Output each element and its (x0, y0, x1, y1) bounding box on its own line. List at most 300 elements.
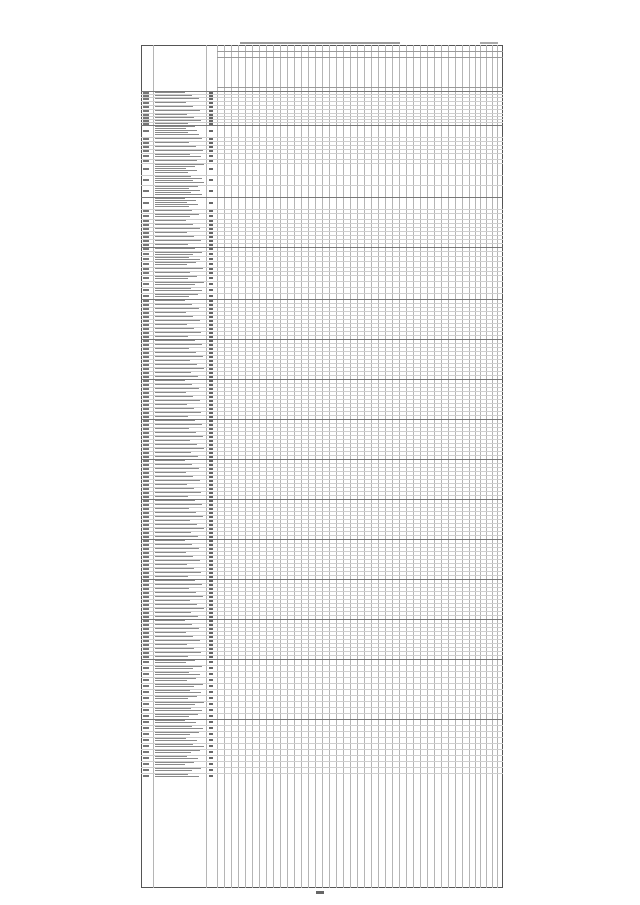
row-rule (141, 247, 503, 248)
row-mark (209, 661, 213, 663)
row-mark (209, 432, 213, 434)
row-code-mark (143, 536, 149, 538)
row-code-mark (143, 215, 149, 217)
row-name-mark (155, 440, 190, 441)
row-name-mark (155, 666, 202, 667)
row-rule (141, 599, 503, 600)
row-mark (209, 263, 213, 265)
row-name-mark (155, 584, 202, 585)
row-name-mark (155, 224, 193, 225)
row-name-mark (155, 648, 194, 649)
row-code-mark (143, 408, 149, 410)
row-name-mark (155, 656, 188, 657)
row-mark (209, 348, 213, 350)
row-code-mark (143, 444, 149, 446)
row-mark (209, 751, 213, 753)
row-name-mark (155, 484, 187, 485)
row-code-mark (143, 488, 149, 490)
row-name-mark (155, 432, 196, 433)
row-mark (209, 179, 213, 181)
row-name-mark (155, 259, 200, 260)
row-name-mark (155, 332, 201, 333)
row-name-mark (155, 352, 196, 353)
row-name-mark (155, 588, 189, 589)
row-name-mark (155, 476, 193, 477)
row-mark (209, 580, 213, 582)
row-rule (141, 719, 503, 720)
row-mark (209, 673, 213, 675)
row-mark (209, 552, 213, 554)
row-rule (141, 519, 503, 520)
row-mark (209, 644, 213, 646)
row-name-mark (155, 348, 189, 349)
row-code-mark (143, 512, 149, 514)
row-code-mark (143, 484, 149, 486)
row-mark (209, 715, 213, 717)
row-name-mark (155, 102, 186, 103)
row-mark (209, 138, 213, 140)
row-rule (141, 311, 503, 312)
row-rule (141, 579, 503, 580)
row-code-mark (143, 560, 149, 562)
row-name-mark (155, 640, 200, 641)
row-code-mark (143, 679, 149, 681)
header-band-top (217, 51, 503, 52)
row-mark (209, 733, 213, 735)
row-name-mark (155, 460, 185, 461)
row-code-mark (143, 268, 149, 270)
row-code-mark (143, 552, 149, 554)
row-code-mark (143, 456, 149, 458)
row-mark (209, 142, 213, 144)
row-rule (141, 379, 503, 380)
row-code-mark (143, 396, 149, 398)
row-code-mark (143, 576, 149, 578)
row-name-mark (155, 186, 198, 187)
row-name-mark (155, 492, 201, 493)
row-code-mark (143, 476, 149, 478)
row-mark (209, 384, 213, 386)
row-code-mark (143, 632, 149, 634)
row-code-mark (143, 572, 149, 574)
row-name-mark (155, 290, 202, 291)
header-band (217, 57, 503, 58)
row-mark (209, 504, 213, 506)
row-rule (141, 209, 503, 210)
row-rule (141, 231, 503, 232)
row-name-mark (155, 756, 187, 757)
row-mark (209, 560, 213, 562)
row-name-mark (155, 596, 203, 597)
row-name-mark (155, 652, 201, 653)
row-name-mark (155, 117, 194, 118)
row-rule (141, 335, 503, 336)
row-mark (209, 528, 213, 530)
row-code-mark (143, 500, 149, 502)
row-code-mark (143, 568, 149, 570)
row-code-mark (143, 763, 149, 765)
row-name-mark (155, 662, 186, 663)
row-name-mark (155, 98, 199, 99)
row-code-mark (143, 304, 149, 306)
row-code-mark (143, 616, 149, 618)
row-mark (209, 120, 213, 122)
row-name-mark (155, 316, 193, 317)
row-rule (141, 323, 503, 324)
row-code-mark (143, 448, 149, 450)
row-name-mark (155, 166, 195, 167)
row-mark (209, 512, 213, 514)
row-name-mark (155, 368, 204, 369)
row-mark (209, 336, 213, 338)
row-name-mark (155, 182, 204, 183)
row-rule (141, 555, 503, 556)
row-name-mark (155, 740, 197, 741)
row-rule (141, 235, 503, 236)
row-name-mark (155, 132, 188, 133)
header-rule (240, 42, 400, 44)
row-rule (141, 655, 503, 656)
row-mark (209, 312, 213, 314)
row-code-mark (143, 224, 149, 226)
row-code-mark (143, 592, 149, 594)
row-code-mark (143, 520, 149, 522)
row-mark (209, 360, 213, 362)
row-name-mark (155, 708, 191, 709)
row-mark (209, 388, 213, 390)
row-name-mark (155, 696, 197, 697)
row-name-mark (155, 130, 197, 131)
row-name-mark (155, 110, 200, 111)
row-name-mark (155, 744, 193, 745)
row-mark (209, 215, 213, 217)
row-mark (209, 114, 213, 116)
row-code-mark (143, 344, 149, 346)
row-mark (209, 380, 213, 382)
row-code-mark (143, 348, 149, 350)
row-mark (209, 592, 213, 594)
row-mark (209, 624, 213, 626)
row-code-mark (143, 584, 149, 586)
row-code-mark (143, 588, 149, 590)
row-code-mark (143, 364, 149, 366)
row-mark (209, 190, 213, 192)
row-name-mark (155, 548, 199, 549)
row-rule (141, 761, 503, 762)
row-code-mark (143, 95, 149, 97)
row-code-mark (143, 240, 149, 242)
row-code-mark (143, 138, 149, 140)
row-name-mark (155, 176, 191, 177)
row-name-mark (155, 95, 192, 96)
row-name-mark (155, 210, 192, 211)
row-name-mark (155, 324, 187, 325)
row-name-mark (155, 702, 204, 703)
row-mark (209, 697, 213, 699)
row-rule (141, 671, 503, 672)
row-name-mark (155, 620, 185, 621)
row-rule (141, 153, 503, 154)
row-rule (141, 483, 503, 484)
row-name-mark (155, 624, 192, 625)
row-mark (209, 480, 213, 482)
row-rule (141, 689, 503, 690)
row-code-mark (143, 697, 149, 699)
row-mark (209, 576, 213, 578)
row-code-mark (143, 691, 149, 693)
row-rule (141, 487, 503, 488)
row-name-mark (155, 686, 194, 687)
row-code-mark (143, 376, 149, 378)
row-name-mark (155, 732, 199, 733)
row-code-mark (143, 428, 149, 430)
row-mark (209, 488, 213, 490)
row-name-mark (155, 616, 198, 617)
row-mark (209, 420, 213, 422)
row-name-mark (155, 698, 188, 699)
row-mark (209, 620, 213, 622)
row-mark (209, 308, 213, 310)
row-mark (209, 460, 213, 462)
row-code-mark (143, 436, 149, 438)
row-name-mark (155, 190, 200, 191)
row-mark (209, 340, 213, 342)
row-mark (209, 332, 213, 334)
row-mark (209, 604, 213, 606)
row-mark (209, 568, 213, 570)
row-code-mark (143, 604, 149, 606)
row-name-mark (155, 564, 187, 565)
row-rule (141, 327, 503, 328)
row-code-mark (143, 544, 149, 546)
row-mark (209, 130, 213, 132)
row-name-mark (155, 156, 201, 157)
row-rule (141, 256, 503, 257)
row-name-mark (155, 312, 186, 313)
row-code-mark (143, 628, 149, 630)
row-name-mark (155, 746, 204, 747)
row-mark (209, 228, 213, 230)
row-name-mark (155, 710, 202, 711)
row-name-mark (155, 392, 186, 393)
row-code-mark (143, 295, 149, 297)
row-code-mark (143, 416, 149, 418)
row-code-mark (143, 102, 149, 104)
row-mark (209, 258, 213, 260)
row-code-mark (143, 733, 149, 735)
row-code-mark (143, 548, 149, 550)
row-name-mark (155, 146, 196, 147)
row-mark (209, 596, 213, 598)
row-code-mark (143, 432, 149, 434)
row-mark (209, 412, 213, 414)
row-name-mark (155, 720, 185, 721)
row-mark (209, 328, 213, 330)
row-mark (209, 588, 213, 590)
row-code-mark (143, 340, 149, 342)
row-name-mark (155, 154, 190, 155)
row-mark (209, 524, 213, 526)
row-code-mark (143, 114, 149, 116)
row-mark (209, 436, 213, 438)
row-rule (141, 347, 503, 348)
row-name-mark (155, 248, 195, 249)
row-rule (141, 459, 503, 460)
row-code-mark (143, 352, 149, 354)
row-code-mark (143, 540, 149, 542)
row-name-mark (155, 424, 202, 425)
row-mark (209, 520, 213, 522)
row-mark (209, 763, 213, 765)
row-mark (209, 408, 213, 410)
row-code-mark (143, 146, 149, 148)
row-name-mark (155, 722, 196, 723)
row-code-mark (143, 452, 149, 454)
row-rule (141, 773, 503, 774)
row-name-mark (155, 568, 194, 569)
row-mark (209, 709, 213, 711)
row-name-mark (155, 758, 198, 759)
row-code-mark (143, 308, 149, 310)
row-name-mark (155, 520, 190, 521)
row-name-mark (155, 604, 197, 605)
row-code-mark (143, 468, 149, 470)
row-name-mark (155, 198, 185, 199)
row-name-mark (155, 660, 195, 661)
row-code-mark (143, 727, 149, 729)
row-code-mark (143, 404, 149, 406)
row-mark (209, 492, 213, 494)
row-code-mark (143, 244, 149, 246)
row-name-mark (155, 524, 197, 525)
row-name-mark (155, 448, 204, 449)
row-name-mark (155, 464, 192, 465)
row-mark (209, 745, 213, 747)
row-mark (209, 428, 213, 430)
row-mark (209, 548, 213, 550)
row-code-mark (143, 380, 149, 382)
row-name-mark (155, 172, 188, 173)
row-name-mark (155, 164, 204, 165)
row-code-mark (143, 685, 149, 687)
row-name-mark (155, 488, 194, 489)
row-rule (141, 223, 503, 224)
row-name-mark (155, 612, 191, 613)
row-rule (141, 125, 503, 126)
row-mark (209, 210, 213, 212)
row-name-mark (155, 400, 200, 401)
row-rule (141, 197, 503, 198)
row-code-mark (143, 608, 149, 610)
row-rule (141, 391, 503, 392)
row-mark (209, 364, 213, 366)
row-mark (209, 612, 213, 614)
row-mark (209, 667, 213, 669)
row-name-mark (155, 272, 190, 273)
row-mark (209, 757, 213, 759)
row-name-mark (155, 384, 192, 385)
row-code-mark (143, 248, 149, 250)
row-name-mark (155, 684, 203, 685)
data-table (141, 45, 503, 888)
row-code-mark (143, 368, 149, 370)
row-name-mark (155, 284, 195, 285)
row-name-mark (155, 282, 204, 283)
row-name-mark (155, 336, 188, 337)
row-code-mark (143, 232, 149, 234)
header-line (285, 28, 355, 32)
row-rule (141, 175, 503, 176)
row-code-mark (143, 440, 149, 442)
row-mark (209, 236, 213, 238)
row-mark (209, 352, 213, 354)
row-code-mark (143, 300, 149, 302)
row-mark (209, 424, 213, 426)
row-name-mark (155, 360, 190, 361)
row-code-mark (143, 661, 149, 663)
row-code-mark (143, 472, 149, 474)
row-name-mark (155, 288, 191, 289)
row-code-mark (143, 272, 149, 274)
row-code-mark (143, 372, 149, 374)
row-mark (209, 464, 213, 466)
row-name-mark (155, 428, 189, 429)
row-name-mark (155, 320, 200, 321)
row-rule (141, 403, 503, 404)
row-name-mark (155, 380, 185, 381)
row-name-mark (155, 200, 196, 201)
row-name-mark (155, 412, 201, 413)
row-mark (209, 150, 213, 152)
row-name-mark (155, 178, 202, 179)
row-code-mark (143, 400, 149, 402)
row-name-mark (155, 364, 197, 365)
row-mark (209, 98, 213, 100)
row-name-mark (155, 192, 191, 193)
row-rule (141, 94, 503, 95)
row-rule (141, 463, 503, 464)
row-code-mark (143, 596, 149, 598)
row-mark (209, 632, 213, 634)
row-name-mark (155, 206, 189, 207)
row-mark (209, 224, 213, 226)
row-rule (141, 471, 503, 472)
row-rule (141, 141, 503, 142)
row-mark (209, 679, 213, 681)
row-name-mark (155, 240, 201, 241)
row-code-mark (143, 106, 149, 108)
row-name-mark (155, 308, 199, 309)
row-name-mark (155, 204, 198, 205)
row-mark (209, 106, 213, 108)
row-code-mark (143, 384, 149, 386)
row-rule (141, 427, 503, 428)
row-rule (141, 611, 503, 612)
row-code-mark (143, 328, 149, 330)
row-name-mark (155, 580, 195, 581)
row-mark (209, 500, 213, 502)
row-name-mark (155, 572, 201, 573)
row-name-mark (155, 678, 196, 679)
row-code-mark (143, 516, 149, 518)
row-name-mark (155, 244, 188, 245)
row-mark (209, 640, 213, 642)
row-rule (141, 647, 503, 648)
row-name-mark (155, 692, 201, 693)
page-number (312, 890, 328, 896)
row-mark (209, 289, 213, 291)
row-name-mark (155, 214, 199, 215)
